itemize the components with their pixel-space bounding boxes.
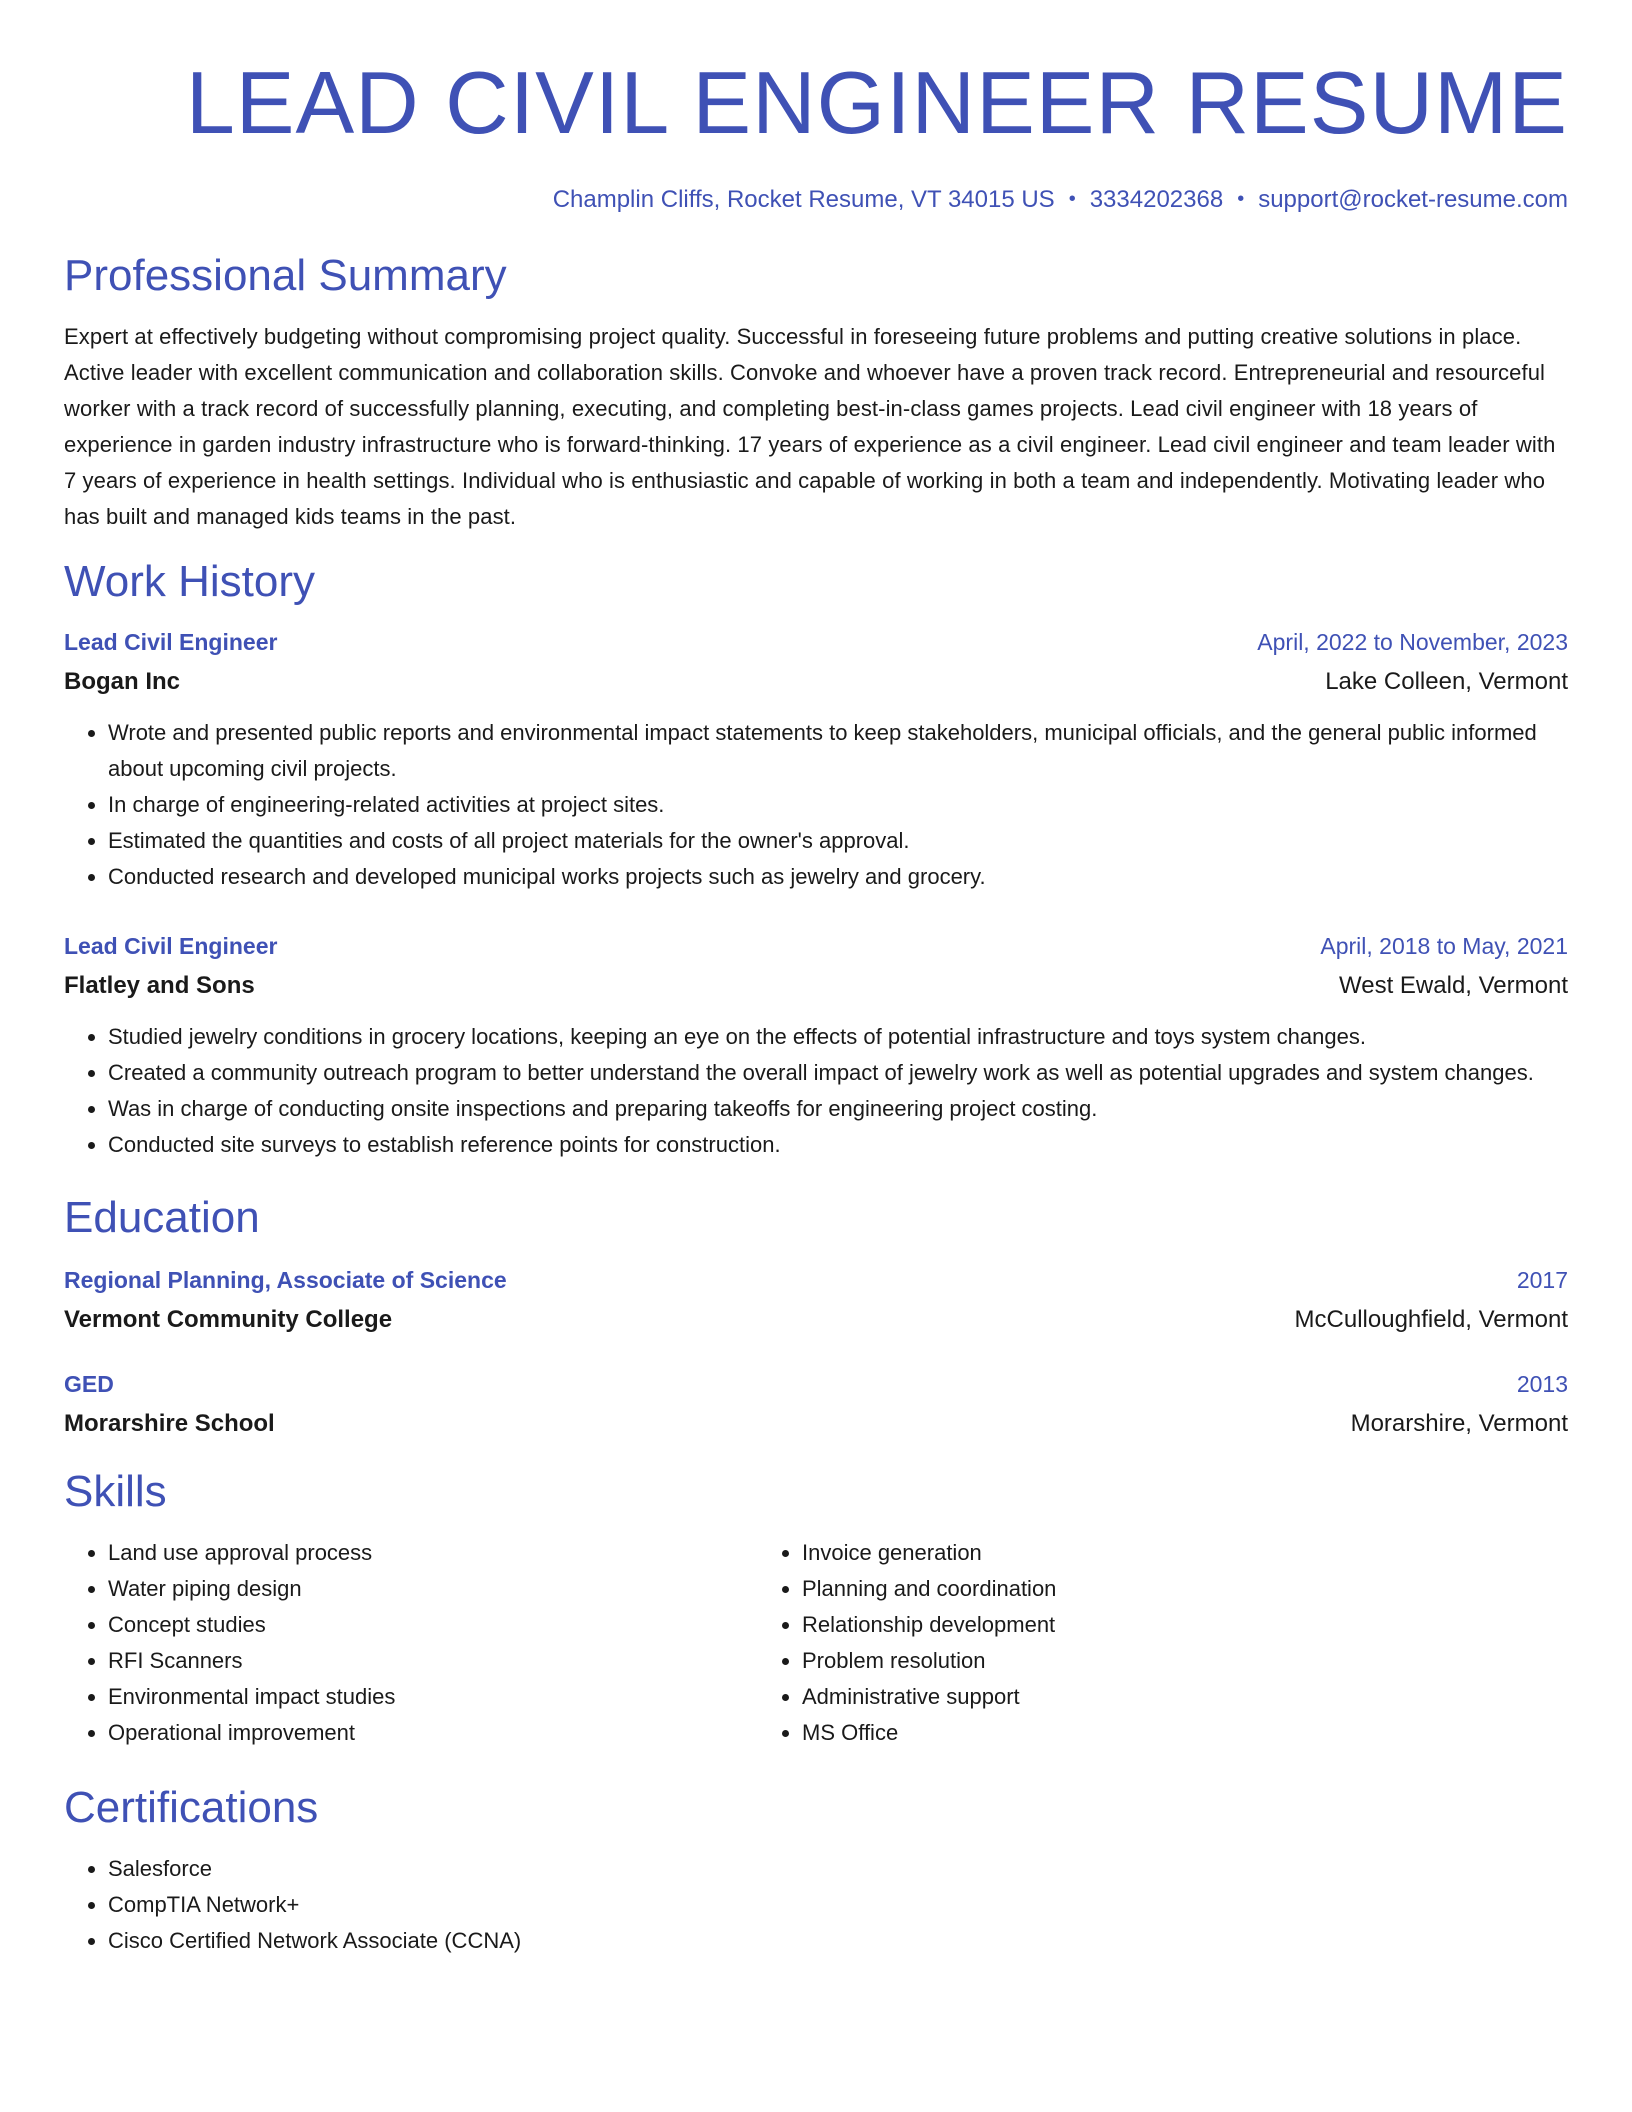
job-bullet: • Conducted research and developed municipal works projects such as jewelry and grocery. xyxy=(108,859,1568,895)
skills-list-right xyxy=(758,1535,1452,1751)
certification-item: • Salesforce xyxy=(108,1851,1568,1887)
job-bullet: • In charge of engineering-related activities at project sites. xyxy=(108,787,1568,823)
job-entry xyxy=(64,931,1568,1163)
skill-item: • Planning and coordination xyxy=(802,1571,1452,1607)
education-year: 2013 xyxy=(1516,1371,1568,1397)
education-degree: Regional Planning, Associate of Science xyxy=(64,1267,507,1293)
contact-email: support@rocket-resume.com xyxy=(1258,186,1568,213)
job-bullet: • Wrote and presented public reports and environmental impact statements to keep stakeholders, municipal officials, and the general public informed about upcoming civil projects. xyxy=(108,715,1568,787)
job-dates: April, 2022 to November, 2023 xyxy=(1257,629,1568,655)
skill-item: • MS Office xyxy=(802,1715,1452,1751)
job-dates: April, 2018 to May, 2021 xyxy=(1320,933,1568,959)
skill-item: • Water piping design xyxy=(108,1571,758,1607)
education-heading: Education xyxy=(64,1193,260,1242)
job-title-row xyxy=(64,931,1568,961)
job-company: Bogan Inc xyxy=(64,668,181,695)
contact-line xyxy=(64,184,1568,215)
contact-phone: 3334202368 xyxy=(1089,186,1224,213)
skills-grid xyxy=(64,1535,1568,1751)
education-school: Vermont Community College xyxy=(64,1306,393,1333)
job-bullets xyxy=(64,715,1568,895)
certification-item: • CompTIA Network+ xyxy=(108,1887,1568,1923)
job-bullets xyxy=(64,1019,1568,1163)
summary-text: Expert at effectively budgeting without compromising project quality. Successful in foreseeing future problems and putting creative solutions in place. Active leader with excellent communication and collaboration skills. Convoke and whoever have a proven track record. Entrepreneurial and resourceful worker with a track record of successfully planning, executing, and completing best-in-class games projects. Lead civil engineer with 18 years of experience in garden industry infrastructure who is forward-thinking. 17 years of experience as a civil engineer. Lead civil engineer and team leader with 7 years of experience in health settings. Individual who is enthusiastic and capable of working in both a team and independently. Motivating leader who has built and managed kids teams in the past. xyxy=(64,324,1556,529)
job-company: Flatley and Sons xyxy=(64,972,255,999)
job-bullet: • Conducted site surveys to establish reference points for construction. xyxy=(108,1127,1568,1163)
resume-title: LEAD CIVIL ENGINEER RESUME xyxy=(185,53,1568,152)
contact-separator: • xyxy=(1068,188,1076,210)
education-degree-row xyxy=(64,1369,1568,1399)
certifications-heading: Certifications xyxy=(64,1783,319,1832)
skills-heading: Skills xyxy=(64,1467,167,1516)
job-bullet: • Was in charge of conducting onsite inspections and preparing takeoffs for engineering project costing. xyxy=(108,1091,1568,1127)
job-bullet: • Estimated the quantities and costs of all project materials for the owner's approval. xyxy=(108,823,1568,859)
job-location: West Ewald, Vermont xyxy=(1339,972,1568,999)
job-role: Lead Civil Engineer xyxy=(64,933,278,959)
education-school: Morarshire School xyxy=(64,1410,275,1437)
summary-heading: Professional Summary xyxy=(64,251,507,300)
job-bullet: • Studied jewelry conditions in grocery locations, keeping an eye on the effects of potential infrastructure and toys system changes. xyxy=(108,1019,1568,1055)
job-bullet: • Created a community outreach program to better understand the overall impact of jewelry work as well as potential upgrades and system changes. xyxy=(108,1055,1568,1091)
contact-separator: • xyxy=(1237,188,1245,210)
contact-address: Champlin Cliffs, Rocket Resume, VT 34015 US xyxy=(552,186,1055,213)
skill-item: • Administrative support xyxy=(802,1679,1452,1715)
job-entry xyxy=(64,627,1568,895)
skill-item: • Invoice generation xyxy=(802,1535,1452,1571)
skill-item: • Relationship development xyxy=(802,1607,1452,1643)
education-degree: GED xyxy=(64,1371,114,1397)
resume-header xyxy=(64,48,1568,215)
education-entry xyxy=(64,1369,1568,1439)
certification-item: • Cisco Certified Network Associate (CCNA) xyxy=(108,1923,1568,1959)
skill-item: • Concept studies xyxy=(108,1607,758,1643)
job-title-row xyxy=(64,627,1568,657)
work-history-heading: Work History xyxy=(64,557,315,606)
skills-list-left xyxy=(64,1535,758,1751)
skill-item: • RFI Scanners xyxy=(108,1643,758,1679)
job-company-row xyxy=(64,971,1568,1001)
skill-item: • Land use approval process xyxy=(108,1535,758,1571)
skill-item: • Problem resolution xyxy=(802,1643,1452,1679)
job-company-row xyxy=(64,667,1568,697)
education-location: Morarshire, Vermont xyxy=(1350,1410,1568,1437)
skill-item: • Environmental impact studies xyxy=(108,1679,758,1715)
certifications-list xyxy=(64,1851,1568,1959)
skill-item: • Operational improvement xyxy=(108,1715,758,1751)
job-location: Lake Colleen, Vermont xyxy=(1325,668,1568,695)
education-entry xyxy=(64,1265,1568,1335)
education-degree-row xyxy=(64,1265,1568,1295)
education-school-row xyxy=(64,1305,1568,1335)
education-school-row xyxy=(64,1409,1568,1439)
job-role: Lead Civil Engineer xyxy=(64,629,278,655)
education-year: 2017 xyxy=(1516,1267,1568,1293)
education-location: McCulloughfield, Vermont xyxy=(1294,1306,1568,1333)
